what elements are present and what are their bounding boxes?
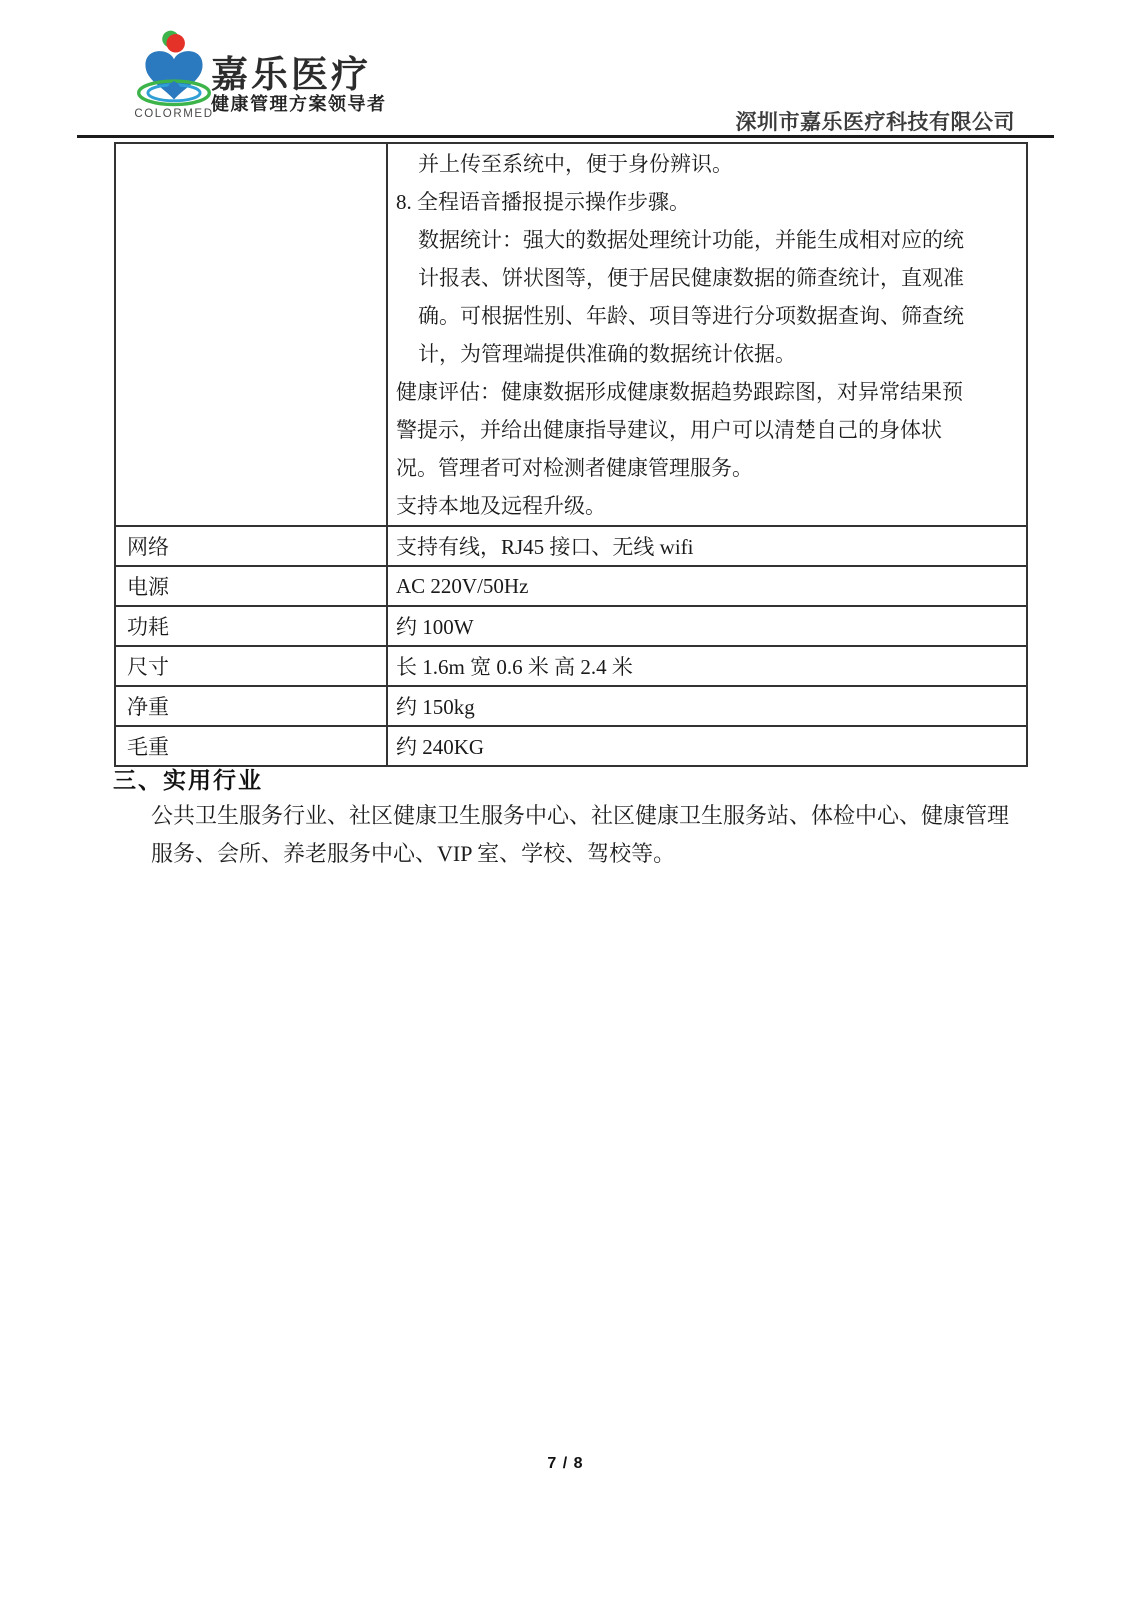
spec-value-cell: 长 1.6m 宽 0.6 米 高 2.4 米 [387, 646, 1027, 686]
spec-text-line: 健康评估：健康数据形成健康数据趋势跟踪图，对异常结果预 [396, 380, 963, 404]
colormed-logo-icon [132, 29, 216, 113]
spec-label-cell: 净重 [115, 686, 387, 726]
spec-value-cell: AC 220V/50Hz [387, 566, 1027, 606]
table-row [115, 606, 1027, 646]
spec-label-cell: 尺寸 [115, 646, 387, 686]
industry-paragraph-line: 公共卫生服务行业、社区健康卫生服务中心、社区健康卫生服务站、体检中心、健康管理 [151, 803, 1010, 828]
spec-text-line: 支持本地及远程升级。 [396, 494, 606, 518]
spec-value-cell: 约 100W [387, 606, 1027, 646]
logo-caption: COLORMED [134, 108, 214, 120]
spec-label-cell: 功耗 [115, 606, 387, 646]
logo-apple-icon [166, 34, 184, 52]
spec-text-line: 计报表、饼状图等，便于居民健康数据的筛查统计，直观准 [418, 266, 964, 290]
spec-text-line: 况。管理者可对检测者健康管理服务。 [396, 456, 753, 480]
spec-label-cell: 毛重 [115, 726, 387, 766]
spec-label-cell-empty [115, 143, 387, 526]
spec-label-cell: 电源 [115, 566, 387, 606]
industry-paragraph [151, 797, 1031, 873]
spec-text-line: 并上传至系统中，便于身份辨识。 [418, 152, 733, 176]
brand-tagline: 健康管理方案领导者 [211, 94, 387, 114]
table-row [115, 526, 1027, 566]
page-number: 7 / 8 [547, 1455, 584, 1472]
spec-value-cell: 约 150kg [387, 686, 1027, 726]
table-row [115, 143, 1027, 526]
header-divider [77, 135, 1054, 138]
spec-text-line: 8. 全程语音播报提示操作步骤。 [396, 190, 690, 214]
industry-paragraph-line: 服务、会所、养老服务中心、VIP 室、学校、驾校等。 [151, 841, 676, 866]
spec-text-line: 计，为管理端提供准确的数据统计依据。 [418, 342, 796, 366]
brand-name: 嘉乐医疗 [211, 54, 371, 95]
table-row [115, 646, 1027, 686]
spec-text-line: 警提示，并给出健康指导建议，用户可以清楚自己的身体状 [396, 418, 942, 442]
spec-value-cell: 支持有线，RJ45 接口、无线 wifi [387, 526, 1027, 566]
spec-value-cell: 约 240KG [387, 726, 1027, 766]
company-name: 深圳市嘉乐医疗科技有限公司 [735, 111, 1015, 134]
table-row [115, 686, 1027, 726]
table-row [115, 726, 1027, 766]
spec-table [114, 142, 1028, 767]
spec-continuation-cell [387, 143, 1027, 526]
table-row [115, 566, 1027, 606]
section-heading: 三、实用行业 [113, 767, 263, 793]
spec-text-line: 数据统计：强大的数据处理统计功能，并能生成相对应的统 [418, 228, 964, 252]
spec-text-line: 确。可根据性别、年龄、项目等进行分项数据查询、筛查统 [418, 304, 964, 328]
spec-label-cell: 网络 [115, 526, 387, 566]
